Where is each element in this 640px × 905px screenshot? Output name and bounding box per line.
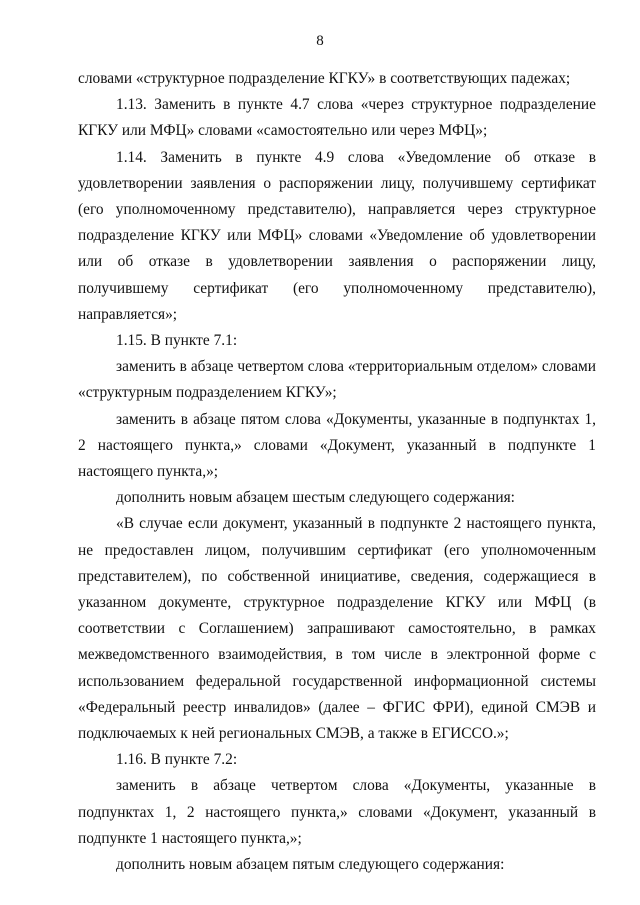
paragraph-1-16-heading: 1.16. В пункте 7.2:: [116, 751, 238, 769]
paragraph-1-16-replace-4: заменить в абзаце четвертом слова «Документы, указанные в подпунктах 1, 2 настоящего пункта,» словами «Документ, указанный в подпункте 1 настоящего пункта,»;: [78, 777, 596, 847]
paragraph-1-15-replace-4: заменить в абзаце четвертом слова «территориальным отделом» словами «структурным подразделением КГКУ»;: [78, 358, 596, 402]
paragraph-1-15-heading: 1.15. В пункте 7.1:: [116, 332, 238, 350]
paragraph-1-14: 1.14. Заменить в пункте 4.9 слова «Уведомление об отказе в удовлетворении заявления о распоряжении лицу, получившему сертификат (его уполномоченному представителю), направляется через структурное подразделение КГКУ или МФЦ» словами «Уведомление об удовлетворении или об отказе в удовлетворении заявления о распоряжении лицу, получившему сертификат (его уполномоченному представителю), направляется»;: [78, 148, 596, 323]
page-number: 8: [316, 33, 324, 49]
paragraph-1-15-quote: «В случае если документ, указанный в подпункте 2 настоящего пункта, не предоставлен лицом, получившим сертификат (его уполномоченным представителем), по собственной инициативе, сведения, содержащиеся в указанном документе, структурное подразделение КГКУ или МФЦ (в соответствии с Соглашением) запрашивают самостоятельно, в рамках межведомственного взаимодействия, в том числе в электронной форме с использованием федеральной государственной информационной системы «Федеральный реестр инвалидов» (далее – ФГИС ФРИ), единой СМЭВ и подключаемых к ней региональных СМЭВ, а также в ЕГИССО.»;: [78, 515, 596, 743]
paragraph-1-15-add-6: дополнить новым абзацем шестым следующего содержания:: [116, 489, 515, 507]
paragraph-1-15-replace-5: заменить в абзаце пятом слова «Документы, указанные в подпунктах 1, 2 настоящего пункта,» словами «Документ, указанный в подпункте 1 настоящего пункта,»;: [78, 410, 596, 481]
paragraph-1-13: 1.13. Заменить в пункте 4.7 слова «через структурное подразделение КГКУ или МФЦ» словами «самостоятельно или через МФЦ»;: [78, 96, 596, 140]
paragraph-continuation: словами «структурное подразделение КГКУ» в соответствующих падежах;: [78, 70, 571, 87]
document-body: [78, 66, 596, 878]
paragraph-1-16-add-5: дополнить новым абзацем пятым следующего содержания:: [116, 856, 505, 874]
